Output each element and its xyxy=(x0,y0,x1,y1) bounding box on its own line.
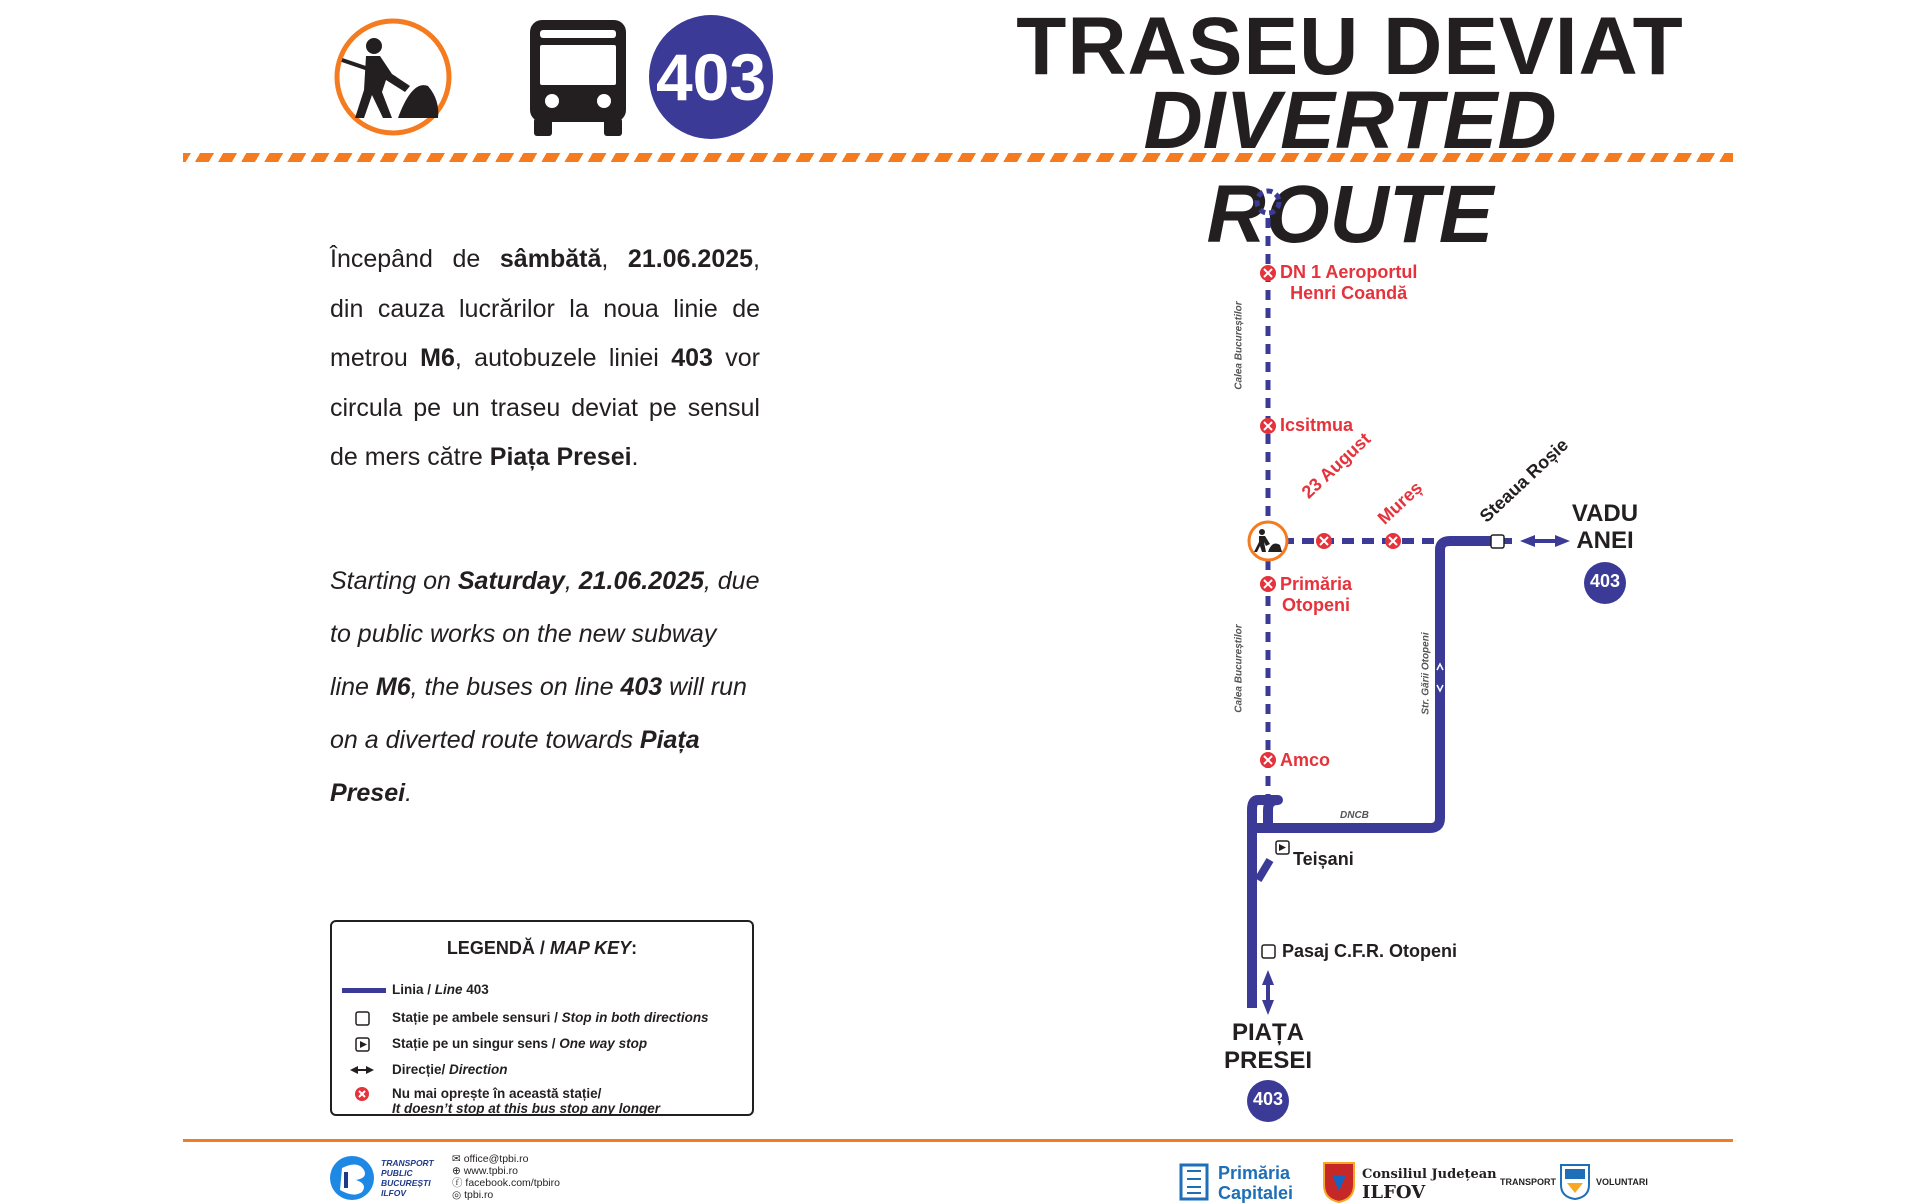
label-mures: Mureș xyxy=(1373,477,1427,529)
notice-en: Starting on Saturday, 21.06.2025, due to public works on the new subway line M6, the buses on line 403 will run on a diverted route towards Piața Presei. xyxy=(330,567,760,807)
closed-stop-23august xyxy=(1316,533,1332,549)
route-number: 403 xyxy=(655,40,767,114)
terminal-vadu-anei: VADU ANEI xyxy=(1571,500,1639,554)
closed-stop-primaria xyxy=(1260,576,1276,592)
stop-pasaj-cfr xyxy=(1262,945,1275,958)
stop-steaua-rosie xyxy=(1491,535,1504,548)
legend-title: LEGENDĂ / MAP KEY: xyxy=(446,938,638,958)
stop-teisani xyxy=(1276,841,1289,854)
primaria-logo-icon xyxy=(1179,1163,1211,1201)
ilfov-coat-of-arms-icon xyxy=(1322,1161,1356,1203)
instagram[interactable]: ◎ tpbi.ro xyxy=(452,1189,494,1201)
title-en: DIVERTED ROUTE xyxy=(1143,75,1557,260)
notice-ro: Începând de sâmbătă, 21.06.2025, din cauza lucrărilor la noua linie de metrou M6, autobuzele liniei 403 vor circula pe un traseu deviat pe sensul de mers către Piața Presei. xyxy=(330,245,760,471)
label-steaua-rosie: Steaua Roșie xyxy=(1475,434,1572,527)
legend-direction: Direcție/ Direction xyxy=(392,1062,508,1077)
voluntari-label: VOLUNTARI xyxy=(1596,1177,1648,1187)
footer-divider xyxy=(183,1139,1733,1142)
email[interactable]: ✉ office@tpbi.ro xyxy=(452,1153,529,1165)
street-dncb: DNCB xyxy=(1340,810,1369,821)
closed-stop-amco xyxy=(1260,752,1276,768)
transport-label: TRANSPORT xyxy=(1500,1177,1556,1187)
legend-no-stop: Nu mai oprește în această stație/ It doesn’t stop at this bus stop any longer xyxy=(392,1086,661,1116)
globe-icon: ⊕ xyxy=(452,1165,464,1177)
website[interactable]: ⊕ www.tpbi.ro xyxy=(452,1165,518,1177)
closed-stop-mures xyxy=(1385,533,1401,549)
legend-stop-one: Stație pe un singur sens / One way stop xyxy=(392,1036,648,1051)
street-garii: Str. Gării Otopeni xyxy=(1420,632,1432,715)
street-calea-south: Calea Bucureștilor xyxy=(1233,624,1245,713)
label-23august: 23 August xyxy=(1297,428,1375,503)
legend-line: Linia / Line 403 xyxy=(392,982,489,997)
roadworks-map-icon xyxy=(1249,522,1287,560)
instagram-icon: ◎ xyxy=(452,1189,465,1201)
mail-icon: ✉ xyxy=(452,1153,464,1165)
tpbi-name: TRANSPORT PUBLIC BUCUREȘTI ILFOV xyxy=(381,1158,434,1198)
facebook[interactable]: ⓕ facebook.com/tpbiro xyxy=(452,1177,560,1189)
street-calea-north: Calea Bucureștilor xyxy=(1233,301,1245,390)
terminal-piata-presei: PIAȚA PRESEI xyxy=(1223,1019,1313,1074)
primaria-logo: Primăria Capitalei xyxy=(1218,1163,1294,1203)
title-ro: TRASEU DEVIAT xyxy=(1016,1,1684,92)
voluntari-crest-icon xyxy=(1559,1161,1591,1201)
cj-ilfov-logo: Consiliul Județean ILFOV xyxy=(1362,1167,1497,1203)
tpbi-logo xyxy=(328,1154,376,1202)
facebook-icon: ⓕ xyxy=(452,1177,466,1189)
contact-block xyxy=(452,1153,560,1201)
badge-piata-presei-text: 403 xyxy=(1252,1089,1284,1109)
label-icsitmua: Icsitmua xyxy=(1280,415,1354,435)
closed-stop-dn1 xyxy=(1260,265,1276,281)
label-dn1: DN 1 Aeroportul Henri Coandă xyxy=(1280,262,1418,303)
closed-stop-icsitmua xyxy=(1260,418,1276,434)
legend-stop-both: Stație pe ambele sensuri / Stop in both directions xyxy=(392,1010,709,1025)
label-teisani: Teișani xyxy=(1293,849,1354,869)
label-amco: Amco xyxy=(1280,750,1331,770)
label-primaria: Primăria Otopeni xyxy=(1280,574,1353,615)
badge-vadu-anei-text: 403 xyxy=(1589,571,1621,591)
label-pasaj-cfr: Pasaj C.F.R. Otopeni xyxy=(1282,941,1458,961)
